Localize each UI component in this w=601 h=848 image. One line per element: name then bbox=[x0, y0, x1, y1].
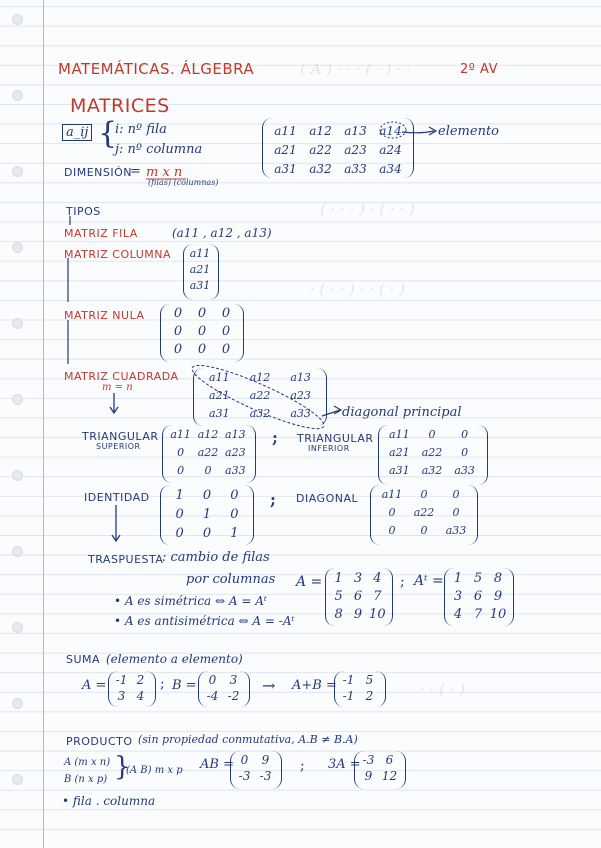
At-matrix-cell: 3 bbox=[453, 589, 463, 604]
columna-matrix-cell: a11 bbox=[189, 247, 211, 260]
cuadrada-matrix-cell: a22 bbox=[249, 389, 271, 402]
diagonal-matrix-cell: a33 bbox=[445, 524, 467, 537]
triangular-superior-matrix-cell: a13 bbox=[225, 428, 246, 441]
triangular-superior-matrix-cell: a23 bbox=[225, 446, 246, 459]
example-matrix-cell: a14 bbox=[379, 124, 402, 138]
cuadrada-condition: m = n bbox=[102, 382, 133, 393]
cuadrada-matrix-cell: a12 bbox=[249, 371, 271, 384]
A-matrix-cell: 10 bbox=[369, 607, 386, 622]
identidad-matrix-cell: 1 bbox=[230, 526, 239, 541]
suma-heading: SUMA bbox=[66, 653, 101, 666]
example-matrix-cell: a32 bbox=[309, 162, 332, 176]
identidad-matrix-cell: 0 bbox=[230, 488, 239, 503]
suma-A-matrix-cell: 2 bbox=[136, 673, 145, 687]
triangular-inferior-matrix-cell: a33 bbox=[454, 464, 475, 477]
producto-AB-label: AB = bbox=[200, 757, 234, 772]
page-title: MATRICES bbox=[70, 95, 170, 117]
element-label: elemento bbox=[438, 124, 499, 139]
At-matrix-cell: 8 bbox=[493, 571, 503, 586]
producto-3A-matrix-cell: 12 bbox=[381, 769, 398, 783]
example-matrix-cell: a22 bbox=[309, 143, 332, 157]
diagonal-matrix-cell: 0 bbox=[388, 524, 396, 537]
A-matrix-cell: 6 bbox=[353, 589, 363, 604]
At-matrix-cell: 5 bbox=[473, 571, 483, 586]
brace-glyph: } bbox=[114, 752, 131, 782]
identidad-matrix-cell: 1 bbox=[202, 507, 212, 522]
nula-matrix-cell: 0 bbox=[221, 306, 231, 321]
example-matrix-cell: a24 bbox=[379, 143, 402, 157]
suma-A-label: A = bbox=[82, 678, 107, 693]
simetrica-rule: • A es simétrica ⇔ A = Aᵗ bbox=[114, 594, 267, 608]
aij-symbol: a_ij bbox=[62, 124, 92, 141]
At-matrix-cell: 6 bbox=[473, 589, 483, 604]
diagonal-matrix-cell: 0 bbox=[420, 524, 428, 537]
suma-B-label: B = bbox=[172, 678, 197, 693]
cuadrada-matrix-cell: a21 bbox=[209, 389, 230, 402]
tri-inf-label-1: TRIANGULAR bbox=[297, 432, 374, 445]
separator-semicolon: ; bbox=[400, 574, 405, 590]
At-matrix-cell: 10 bbox=[489, 607, 507, 622]
example-matrix-cell: a23 bbox=[344, 143, 367, 157]
suma-result-matrix-cell: -1 bbox=[342, 689, 355, 703]
fila-columna-note: • fila . columna bbox=[62, 794, 156, 808]
triangular-superior-matrix-cell: a12 bbox=[197, 428, 219, 441]
producto-AB-matrix-cell: 0 bbox=[240, 753, 249, 767]
nula-matrix-cell: 0 bbox=[221, 342, 231, 357]
diagonal-matrix-cell: 0 bbox=[388, 506, 396, 519]
matriz-nula-label: MATRIZ NULA bbox=[64, 309, 145, 322]
producto-note: (sin propiedad conmutativa, A.B ≠ B.A) bbox=[138, 733, 358, 746]
diagonal-label: DIAGONAL bbox=[296, 492, 359, 505]
example-matrix-cell: a34 bbox=[379, 162, 402, 176]
tri-sup-label-2: SUPERIOR bbox=[96, 442, 141, 451]
At-matrix-cell: 9 bbox=[493, 589, 503, 604]
At-matrix-cell: 1 bbox=[453, 571, 463, 586]
example-matrix-cell: a33 bbox=[344, 162, 367, 176]
antisimetrica-rule: • A es antisimétrica ⇔ A = -Aᵗ bbox=[114, 614, 295, 628]
suma-A-matrix-cell: 4 bbox=[136, 689, 145, 703]
bleed-through-marks: ( · · · ) · ( · · ) bbox=[320, 200, 415, 218]
triangular-superior-matrix-cell: 0 bbox=[177, 464, 185, 477]
producto-3A-matrix-cell: 6 bbox=[385, 753, 394, 767]
example-matrix-cell: a21 bbox=[274, 143, 297, 157]
example-matrix-cell: a13 bbox=[344, 124, 367, 138]
tri-sup-label-1: TRIANGULAR bbox=[82, 430, 159, 443]
producto-3A-label: 3A = bbox=[328, 757, 361, 772]
cuadrada-matrix-cell: a33 bbox=[290, 407, 311, 420]
diagonal-matrix-cell: 0 bbox=[420, 488, 428, 501]
columna-matrix-cell: a31 bbox=[189, 279, 211, 292]
A-label: A = bbox=[296, 574, 323, 590]
identidad-matrix-cell: 0 bbox=[202, 488, 212, 503]
A-matrix-cell: 7 bbox=[373, 589, 382, 604]
diagonal-matrix-cell: 0 bbox=[452, 488, 460, 501]
nula-matrix-cell: 0 bbox=[197, 342, 207, 357]
triangular-inferior-matrix-cell: a32 bbox=[421, 464, 443, 477]
identidad-label: IDENTIDAD bbox=[84, 491, 150, 504]
traspuesta-desc-1: : cambio de filas bbox=[162, 550, 270, 565]
suma-result-matrix-cell: -1 bbox=[342, 673, 355, 687]
producto-AB-matrix-cell: -3 bbox=[259, 769, 272, 783]
j-meaning: j: nº columna bbox=[115, 142, 203, 157]
matriz-columna-label: MATRIZ COLUMNA bbox=[64, 248, 172, 261]
producto-b-dim: B (n x p) bbox=[64, 774, 108, 785]
cuadrada-matrix-cell: a32 bbox=[249, 407, 271, 420]
producto-a-dim: A (m x n) bbox=[64, 757, 111, 768]
suma-result-matrix-cell: 5 bbox=[365, 673, 374, 687]
identidad-matrix-cell: 0 bbox=[175, 507, 184, 522]
traspuesta-label: TRASPUESTA bbox=[88, 553, 164, 566]
tipos-heading: TIPOS bbox=[66, 205, 101, 218]
diagonal-matrix-cell: a11 bbox=[381, 488, 403, 501]
diagonal-principal-label: diagonal principal bbox=[342, 405, 462, 420]
identidad-matrix-cell: 0 bbox=[202, 526, 212, 541]
suma-result-matrix-cell: 2 bbox=[365, 689, 374, 703]
separator-semicolon: ; bbox=[270, 490, 276, 509]
suma-B-matrix-cell: 3 bbox=[229, 673, 238, 687]
identidad-matrix-cell: 0 bbox=[175, 526, 184, 541]
bleed-through-marks: · · ( · ) bbox=[420, 680, 466, 698]
suma-result-label: A+B = bbox=[292, 678, 337, 693]
A-matrix-cell: 1 bbox=[334, 571, 343, 586]
nula-matrix-cell: 0 bbox=[197, 306, 207, 321]
producto-heading: PRODUCTO bbox=[66, 735, 133, 748]
example-matrix-cell: a31 bbox=[274, 162, 297, 176]
At-matrix-cell: 7 bbox=[473, 607, 483, 622]
subject-heading: MATEMÁTICAS. ÁLGEBRA bbox=[58, 60, 255, 78]
triangular-inferior-matrix-cell: a21 bbox=[389, 446, 410, 459]
suma-B-matrix-cell: 0 bbox=[208, 673, 217, 687]
bleed-through-marks: · ( · · ) · · ( · ) bbox=[310, 280, 405, 298]
cuadrada-matrix-cell: a23 bbox=[290, 389, 311, 402]
example-matrix-cell: a12 bbox=[309, 124, 332, 138]
cuadrada-matrix-cell: a31 bbox=[209, 407, 230, 420]
suma-B-matrix-cell: -2 bbox=[227, 689, 240, 703]
example-matrix-cell: a11 bbox=[274, 124, 297, 138]
A-matrix-cell: 8 bbox=[334, 607, 343, 622]
dimension-sub: (filas) (columnas) bbox=[148, 178, 219, 187]
triangular-superior-matrix-cell: 0 bbox=[177, 446, 185, 459]
brace-glyph: { bbox=[98, 116, 118, 151]
nula-matrix-cell: 0 bbox=[173, 324, 183, 339]
A-matrix-cell: 5 bbox=[334, 589, 343, 604]
A-matrix-cell: 9 bbox=[353, 607, 363, 622]
A-matrix-cell: 3 bbox=[353, 571, 363, 586]
triangular-inferior-matrix-cell: a11 bbox=[389, 428, 410, 441]
dimension-value: m x n bbox=[146, 165, 183, 180]
triangular-superior-matrix-cell: a11 bbox=[170, 428, 191, 441]
suma-B-matrix-cell: -4 bbox=[206, 689, 219, 703]
producto-AB-matrix-cell: 9 bbox=[261, 753, 270, 767]
matriz-cuadrada-label: MATRIZ CUADRADA bbox=[64, 370, 179, 383]
nula-matrix-cell: 0 bbox=[221, 324, 231, 339]
suma-A-matrix-cell: 3 bbox=[117, 689, 126, 703]
producto-ab-dim: (A B) m x p bbox=[126, 765, 183, 776]
separator-semicolon: ; bbox=[160, 676, 165, 692]
producto-3A-matrix-cell: 9 bbox=[364, 769, 373, 783]
matriz-fila-label: MATRIZ FILA bbox=[64, 227, 138, 240]
triangular-inferior-matrix-cell: 0 bbox=[461, 446, 469, 459]
term-tag: 2º AV bbox=[460, 62, 498, 77]
nula-matrix-cell: 0 bbox=[197, 324, 207, 339]
bleed-through-marks: ( A ) · · · ( · ) · · bbox=[300, 60, 411, 78]
triangular-superior-matrix-cell: a22 bbox=[197, 446, 219, 459]
dimension-label: DIMENSIÓN bbox=[64, 166, 132, 179]
identidad-matrix-cell: 0 bbox=[230, 507, 239, 522]
cuadrada-matrix-cell: a11 bbox=[209, 371, 230, 384]
triangular-superior-matrix-cell: a33 bbox=[225, 464, 246, 477]
i-meaning: i: nº fila bbox=[115, 122, 167, 137]
At-matrix-cell: 4 bbox=[453, 607, 463, 622]
triangular-superior-matrix-cell: 0 bbox=[204, 464, 212, 477]
identidad-matrix-cell: 1 bbox=[175, 488, 184, 503]
triangular-inferior-matrix-cell: a31 bbox=[389, 464, 410, 477]
triangular-inferior-matrix-cell: 0 bbox=[428, 428, 436, 441]
matriz-fila-value: (a11 , a12 , a13) bbox=[172, 226, 272, 240]
nula-matrix-cell: 0 bbox=[173, 342, 183, 357]
producto-3A-matrix-cell: -3 bbox=[362, 753, 375, 767]
suma-arrow: → bbox=[262, 676, 276, 695]
tri-inf-label-2: INFERIOR bbox=[308, 444, 350, 453]
dimension-eq: = bbox=[130, 164, 141, 179]
columna-matrix-cell: a21 bbox=[189, 263, 211, 276]
cuadrada-matrix-cell: a13 bbox=[290, 371, 311, 384]
suma-A-matrix-cell: -1 bbox=[115, 673, 128, 687]
triangular-inferior-matrix-cell: 0 bbox=[461, 428, 469, 441]
nula-matrix-cell: 0 bbox=[173, 306, 183, 321]
At-label: Aᵗ = bbox=[414, 573, 444, 589]
diagonal-matrix-cell: a22 bbox=[413, 506, 435, 519]
separator-semicolon: ; bbox=[300, 758, 305, 774]
triangular-inferior-matrix-cell: a22 bbox=[421, 446, 443, 459]
separator-semicolon: ; bbox=[272, 428, 278, 447]
traspuesta-desc-2: por columnas bbox=[186, 572, 276, 587]
diagonal-matrix-cell: 0 bbox=[452, 506, 460, 519]
producto-AB-matrix-cell: -3 bbox=[238, 769, 251, 783]
A-matrix-cell: 4 bbox=[373, 571, 382, 586]
suma-note: (elemento a elemento) bbox=[106, 652, 243, 666]
